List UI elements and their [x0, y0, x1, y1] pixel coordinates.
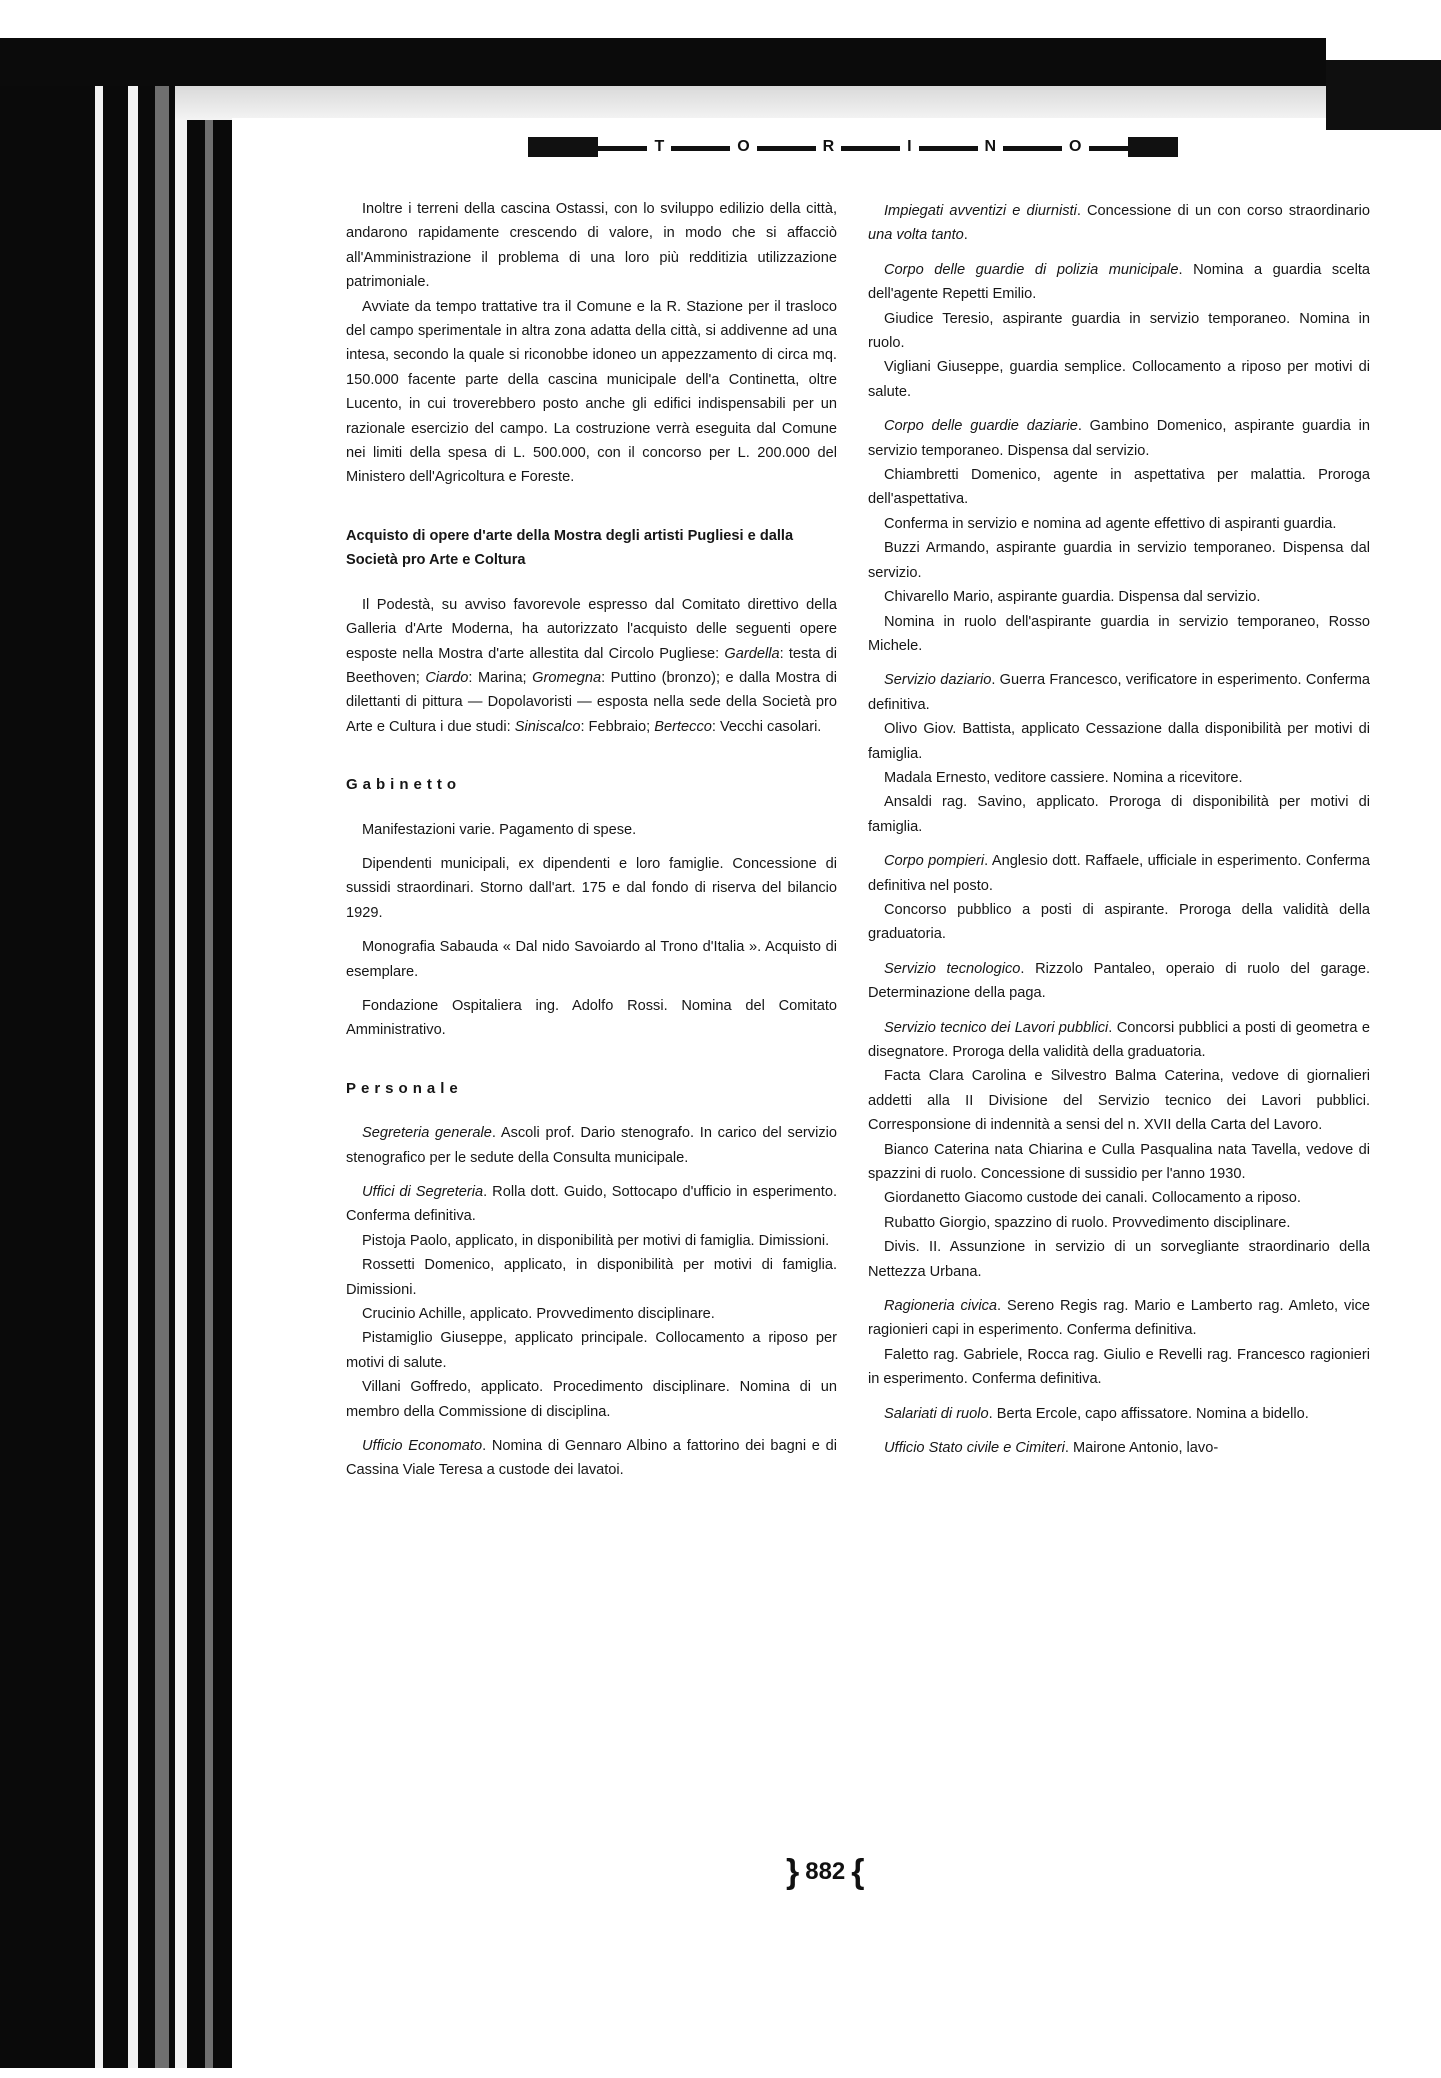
paragraph: Ufficio Economato. Nomina di Gennaro Albino a fattorino dei bagni e di Cassina Viale Teresa a custode dei lavatoi.: [346, 1438, 837, 1479]
running-header: [528, 137, 1178, 159]
paragraph: Ufficio Stato civile e Cimiteri. Mairone Antonio, lavo-: [884, 1440, 1219, 1457]
left-column: [346, 197, 837, 1483]
paragraph: Facta Clara Carolina e Silvestro Balma Caterina, vedove di giornalieri addetti alla II Divisione del Servizio tecnico dei Lavori pubblici. Corresponsione di indennità a sensi del n. XVII della Carta del Lavoro.: [868, 1068, 1370, 1134]
scan-top-edge: [0, 38, 1330, 86]
paragraph: Chivarello Mario, aspirante guardia. Dispensa dal servizio.: [884, 589, 1261, 606]
paragraph: Faletto rag. Gabriele, Rocca rag. Giulio e Revelli rag. Francesco ragionieri in esperimento. Conferma definitiva.: [868, 1346, 1370, 1388]
paragraph: Monografia Sabauda « Dal nido Savoiardo al Trono d'Italia ». Acquisto di esemplare.: [346, 939, 837, 980]
section-heading: Personale: [346, 1079, 463, 1097]
paragraph: Rubatto Giorgio, spazzino di ruolo. Provvedimento disciplinare.: [884, 1214, 1291, 1231]
paragraph: Avviate da tempo trattative tra il Comune e la R. Stazione per il trasloco del campo sperimentale in altra zona adatta della città, si addivenne ad una intesa, secondo la quale si riconobbe idoneo un appezzamento di circa mq. 150.000 facente parte della cascina municipale dell'a Continetta, oltre Lucento, in cui troverebbero posto anche gli edifici indispensabili per un razionale esercizio del campo. La costruzione verrà eseguita dal Comune nei limiti della spesa di L. 500.000, con il concorso per L. 200.000 del Ministero dell'Agricoltura e Foreste.: [346, 298, 837, 486]
paragraph: Servizio tecnologico. Rizzolo Pantaleo, operaio di ruolo del garage. Determinazione della paga.: [868, 960, 1370, 1002]
paragraph: Inoltre i terreni della cascina Ostassi, con lo sviluppo edilizio della città, andarono rapidamente crescendo di valore, in modo che si affacciò all'Amministrazione il problema di una loro più redditizia utilizzazione patrimoniale.: [346, 201, 837, 291]
book-binding-shadow: [0, 38, 235, 2068]
paragraph: Impiegati avventizi e diurnisti. Concessione di un con corso straordinario una volta tanto.: [868, 203, 1370, 244]
paragraph: Bianco Caterina nata Chiarina e Culla Pasqualina nata Tavella, vedove di spazzini di ruolo. Concessione di sussidio per l'anno 1930.: [868, 1141, 1370, 1183]
paragraph: Servizio daziario. Guerra Francesco, verificatore in esperimento. Conferma definitiva.: [868, 672, 1370, 713]
paragraph: Buzzi Armando, aspirante guardia in servizio temporaneo. Dispensa dal servizio.: [868, 540, 1370, 581]
scan-right-edge: [1326, 60, 1441, 130]
paragraph: Segreteria generale. Ascoli prof. Dario stenografo. In carico del servizio stenografico per le sedute della Consulta municipale.: [346, 1125, 837, 1166]
paragraph: Servizio tecnico dei Lavori pubblici. Concorsi pubblici a posti di geometra e disegnatore. Proroga della validità della graduatoria.: [868, 1019, 1370, 1060]
brace-right-icon: {: [851, 1853, 865, 1891]
section-heading: Acquisto di opere d'arte della Mostra degli artisti Pugliesi e dalla Società pro Arte e Coltura: [346, 527, 794, 569]
paragraph: Il Podestà, su avviso favorevole espresso dal Comitato direttivo della Galleria d'Arte Moderna, ha autorizzato l'acquisto delle seguenti opere esposte nella Mostra d'arte allestita dal Circolo Pugliese: Gardella: testa di Beethoven; Ciardo: Marina; Gromegna: Puttino (bronzo); e dalla Mostra di dilettanti di pittura — Dopolavoristi — esposta nella sede della Società pro Arte e Cultura i due studi: Siniscalco: Febbraio; Bertecco: Vecchi casolari.: [346, 596, 838, 735]
page-top-shading: [175, 86, 1430, 120]
paragraph: Pistoja Paolo, applicato, in disponibilità per motivi di famiglia. Dimissioni.: [362, 1232, 830, 1249]
paragraph: Dipendenti municipali, ex dipendenti e loro famiglie. Concessione di sussidi straordinari. Storno dall'art. 175 e dal fondo di riserva del bilancio 1929.: [346, 855, 837, 921]
paragraph: Chiambretti Domenico, agente in aspettativa per malattia. Proroga dell'aspettativa.: [868, 467, 1370, 508]
paragraph: Pistamiglio Giuseppe, applicato principale. Collocamento a riposo per motivi di salute.: [346, 1330, 837, 1371]
paragraph: Crucinio Achille, applicato. Provvedimento disciplinare.: [362, 1306, 715, 1323]
header-title: T O R I N O: [618, 138, 1118, 156]
paragraph: Villani Goffredo, applicato. Procedimento disciplinare. Nomina di un membro della Commissione di disciplina.: [346, 1379, 837, 1420]
section-heading: Gabinetto: [346, 776, 461, 794]
paragraph: Divis. II. Assunzione in servizio di un sorvegliante straordinario della Nettezza Urbana.: [868, 1239, 1370, 1280]
paragraph: Corpo delle guardie daziarie. Gambino Domenico, aspirante guardia in servizio temporaneo. Dispensa dal servizio.: [868, 418, 1370, 459]
paragraph: Rossetti Domenico, applicato, in disponibilità per motivi di famiglia. Dimissioni.: [346, 1257, 837, 1298]
paragraph: Salariati di ruolo. Berta Ercole, capo affissatore. Nomina a bidello.: [884, 1405, 1309, 1422]
paragraph: Fondazione Ospitaliera ing. Adolfo Rossi. Nomina del Comitato Amministrativo.: [346, 997, 837, 1039]
paragraph: Corpo delle guardie di polizia municipale. Nomina a guardia scelta dell'agente Repetti Emilio.: [868, 261, 1370, 303]
paragraph: Giudice Teresio, aspirante guardia in servizio temporaneo. Nomina in ruolo.: [868, 310, 1370, 352]
paragraph: Giordanetto Giacomo custode dei canali. Collocamento a riposo.: [884, 1190, 1301, 1207]
page-number: [786, 1855, 926, 1889]
paragraph: Olivo Giov. Battista, applicato Cessazione dalla disponibilità per motivi di famiglia.: [868, 721, 1370, 762]
paragraph: Vigliani Giuseppe, guardia semplice. Collocamento a riposo per motivi di salute.: [868, 359, 1370, 400]
paragraph: Ragioneria civica. Sereno Regis rag. Mario e Lamberto rag. Amleto, vice ragionieri capi in esperimento. Conferma definitiva.: [868, 1298, 1370, 1339]
paragraph: Conferma in servizio e nomina ad agente effettivo di aspiranti guardia.: [884, 515, 1337, 532]
brace-left-icon: }: [786, 1853, 800, 1891]
paragraph: Uffici di Segreteria. Rolla dott. Guido, Sottocapo d'ufficio in esperimento. Conferma definitiva.: [346, 1184, 838, 1225]
paragraph: Manifestazioni varie. Pagamento di spese.: [362, 821, 637, 838]
paragraph: Madala Ernesto, veditore cassiere. Nomina a ricevitore.: [884, 769, 1243, 786]
page-number-value: 882: [805, 1858, 846, 1885]
paragraph: Corpo pompieri. Anglesio dott. Raffaele, ufficiale in esperimento. Conferma definitiva nel posto.: [868, 853, 1370, 894]
paragraph: Nomina in ruolo dell'aspirante guardia in servizio temporaneo, Rosso Michele.: [868, 613, 1370, 654]
paragraph: Ansaldi rag. Savino, applicato. Proroga di disponibilità per motivi di famiglia.: [868, 794, 1370, 835]
right-column: [868, 199, 1370, 1461]
paragraph: Concorso pubblico a posti di aspirante. Proroga della validità della graduatoria.: [868, 901, 1370, 943]
